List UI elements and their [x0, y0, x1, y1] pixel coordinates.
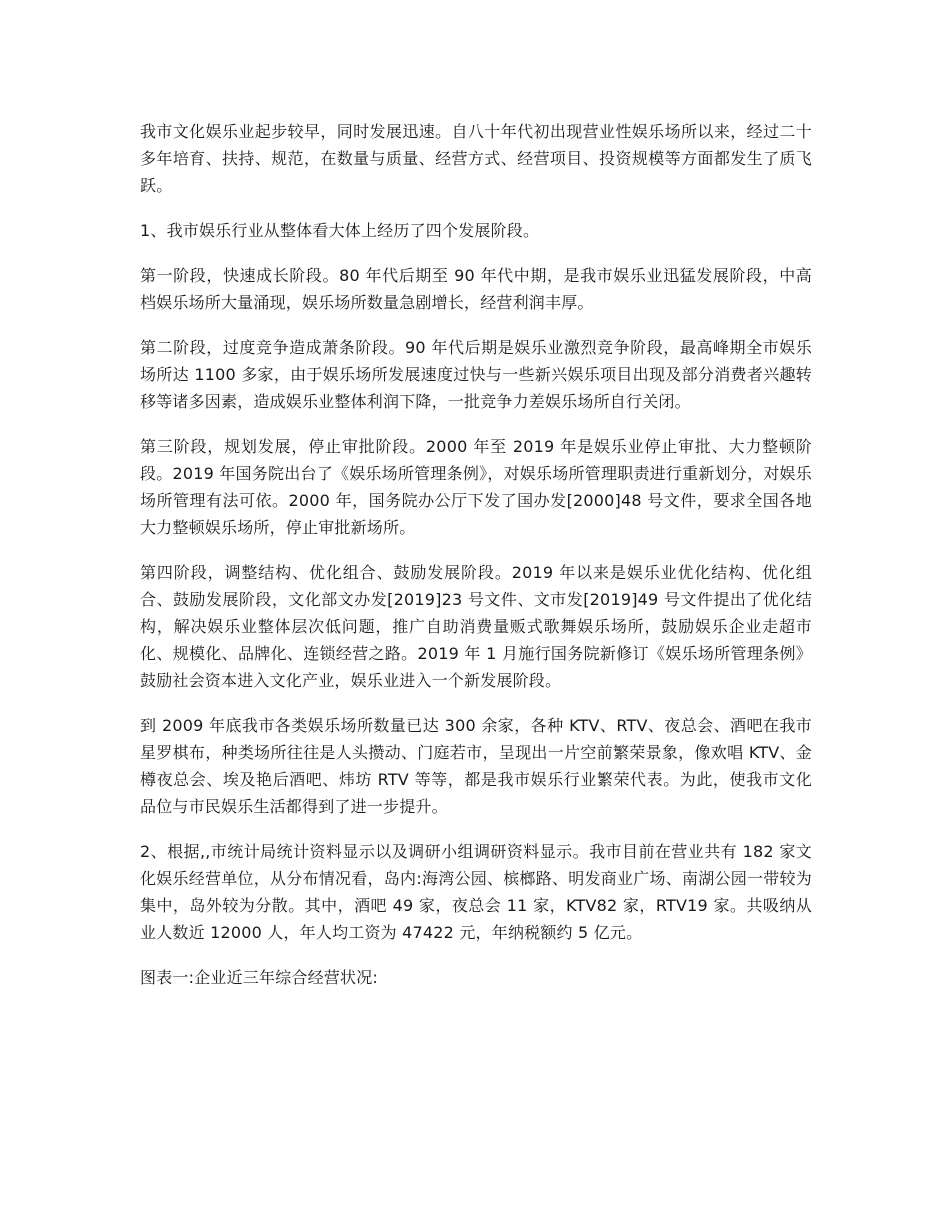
intro-paragraph: 我市文化娱乐业起步较早，同时发展迅速。自八十年代初出现营业性娱乐场所以来，经过二十多年培育、扶持、规范，在数量与质量、经营方式、经营项目、投资规模等方面都发生了质飞跃。	[140, 122, 812, 195]
document-page	[140, 118, 812, 1009]
section-2-paragraph: 2、根据,,市统计局统计资料显示以及调研小组调研资料显示。我市目前在营业共有 182 家文化娱乐经营单位，从分布情况看，岛内:海湾公园、槟榔路、明发商业广场、南湖公园一带较为集中，岛外较为分散。其中，酒吧 49 家，夜总会 11 家，KTV82 家，RTV19 家。共吸纳从业人数近 12000 人，年人均工资为 47422 元，年纳税额约 5 亿元。	[140, 842, 812, 942]
stage-4-paragraph: 第四阶段，调整结构、优化组合、鼓励发展阶段。2019 年以来是娱乐业优化结构、优化组合、鼓励发展阶段，文化部文办发[2019]23 号文件、文市发[2019]49 号文件提出了优化结构，解决娱乐业整体层次低问题，推广自助消费量贩式歌舞娱乐场所，鼓励娱乐企业走超市化、规模化、品牌化、连锁经营之路。2019 年 1 月施行国务院新修订《娱乐场所管理条例》鼓励社会资本进入文化产业，娱乐业进入一个新发展阶段。	[140, 563, 812, 690]
status-2009-paragraph: 到 2009 年底我市各类娱乐场所数量已达 300 余家，各种 KTV、RTV、夜总会、酒吧在我市星罗棋布，种类场所往往是人头攒动、门庭若市，呈现出一片空前繁荣景象，像欢唱 KTV、金樽夜总会、埃及艳后酒吧、炜坊 RTV 等等，都是我市娱乐行业繁荣代表。为此，使我市文化品位与市民娱乐生活都得到了进一步提升。	[140, 716, 812, 816]
stage-1-paragraph: 第一阶段，快速成长阶段。80 年代后期至 90 年代中期，是我市娱乐业迅猛发展阶段，中高档娱乐场所大量涌现，娱乐场所数量急剧增长，经营利润丰厚。	[140, 266, 812, 312]
stage-3-paragraph: 第三阶段，规划发展，停止审批阶段。2000 年至 2019 年是娱乐业停止审批、大力整顿阶段。2019 年国务院出台了《娱乐场所管理条例》，对娱乐场所管理职责进行重新划分，对娱乐场所管理有法可依。2000 年，国务院办公厅下发了国办发[2000]48 号文件，要求全国各地大力整顿娱乐场所，停止审批新场所。	[140, 437, 812, 537]
section-1-heading: 1、我市娱乐行业从整体看大体上经历了四个发展阶段。	[140, 221, 540, 240]
stage-2-paragraph: 第二阶段，过度竞争造成萧条阶段。90 年代后期是娱乐业激烈竞争阶段，最高峰期全市娱乐场所达 1100 多家，由于娱乐场所发展速度过快与一些新兴娱乐项目出现及部分消费者兴趣转移等诸多因素，造成娱乐业整体利润下降，一批竞争力差娱乐场所自行关闭。	[140, 338, 812, 411]
chart-caption: 图表一:企业近三年综合经营状况:	[140, 968, 378, 987]
